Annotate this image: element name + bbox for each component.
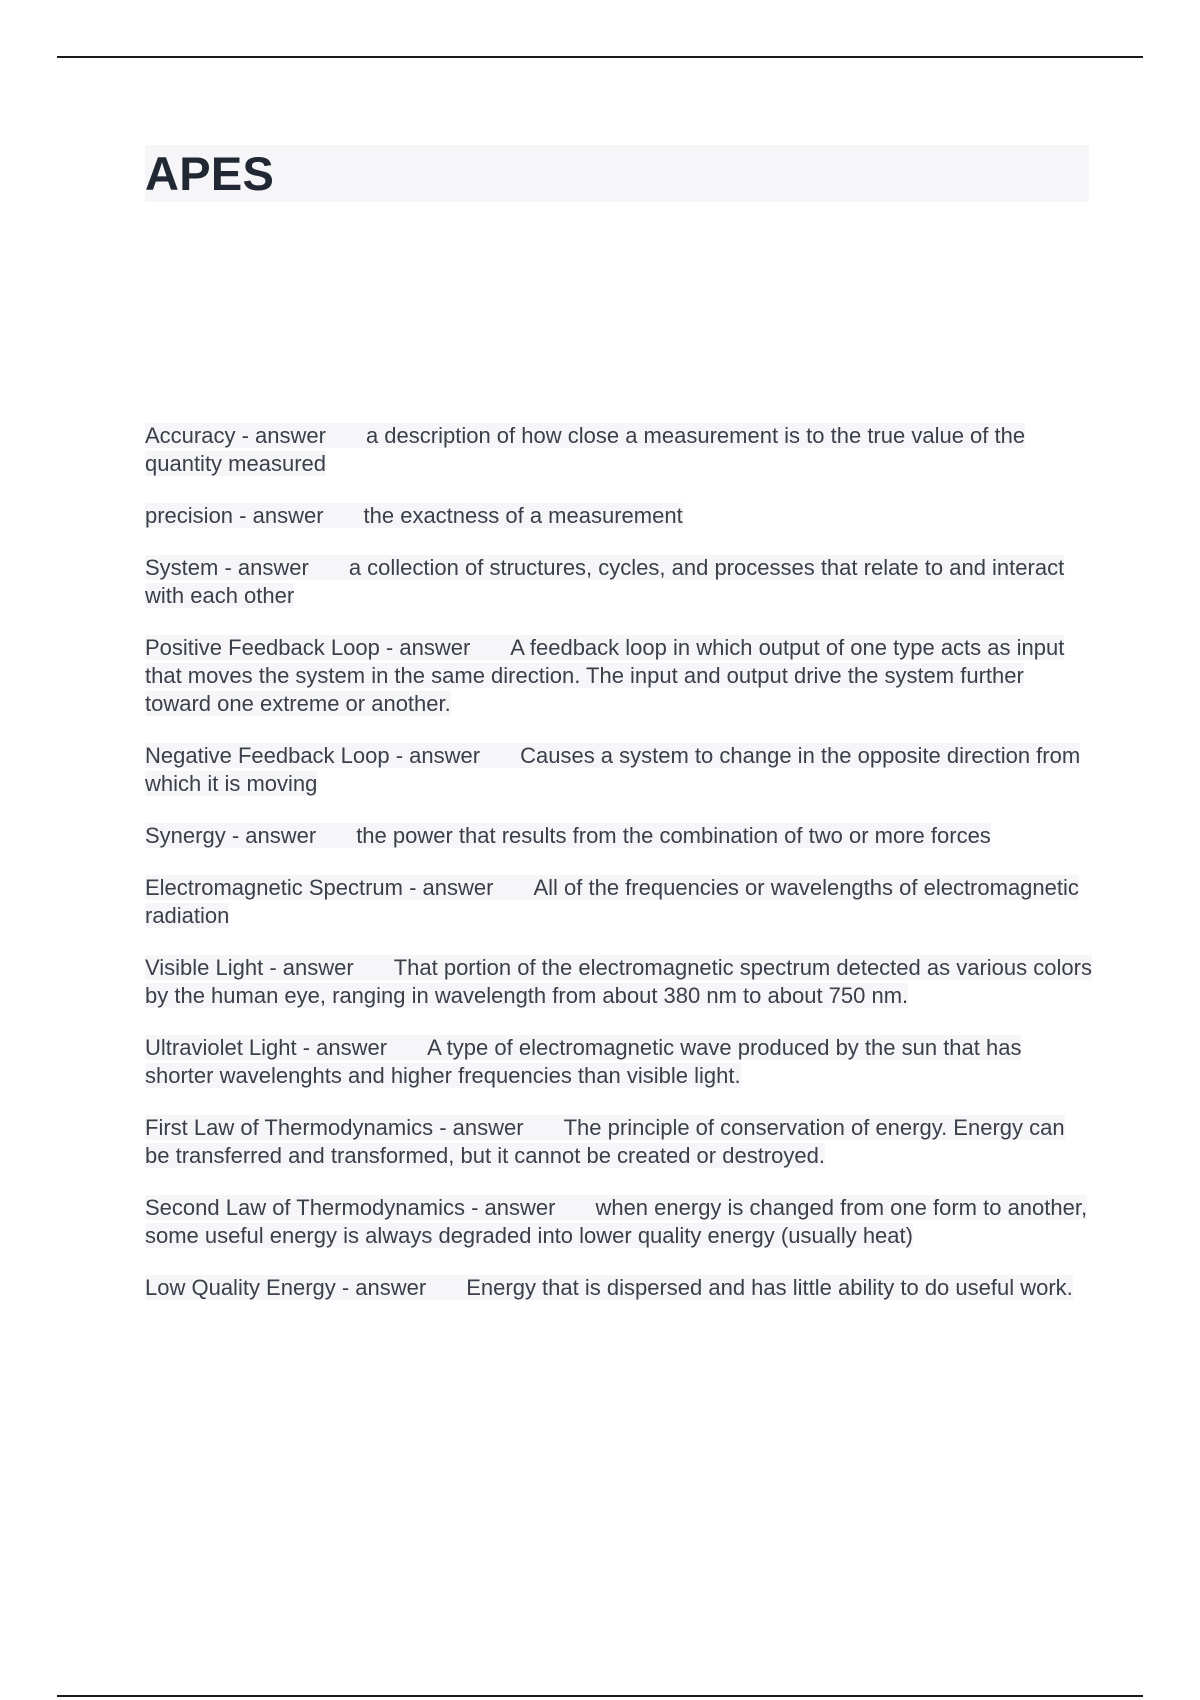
entry-term: Accuracy - answer: [145, 423, 326, 448]
list-item: [145, 742, 1095, 798]
entry-definition: That portion of the electromagnetic spectrum detected as various colors by the human eye, ranging in wavelength from about 380 nm to about 750 nm.: [145, 955, 1092, 1008]
entry-definition: Causes a system to change in the opposite direction from which it is moving: [145, 743, 1081, 796]
entry-definition: the exactness of a measurement: [363, 503, 683, 528]
list-item: [145, 1114, 1095, 1170]
entry-definition: A feedback loop in which output of one type acts as input that moves the system in the same direction. The input and output drive the system further toward one extreme or another.: [145, 635, 1065, 716]
entry-definition: Energy that is dispersed and has little ability to do useful work.: [466, 1275, 1073, 1300]
flashcard-list: [145, 422, 1095, 1326]
entry-definition: a description of how close a measurement is to the true value of the quantity measured: [145, 423, 1026, 476]
list-item: [145, 634, 1095, 718]
entry-definition: when energy is changed from one form to another, some useful energy is always degraded into lower quality energy (usually heat): [145, 1195, 1088, 1248]
entry-definition: a collection of structures, cycles, and processes that relate to and interact with each other: [145, 555, 1065, 608]
list-item: [145, 1274, 1095, 1302]
document-title: APES: [145, 147, 275, 200]
entry-definition: the power that results from the combination of two or more forces: [356, 823, 991, 848]
entry-term: Positive Feedback Loop - answer: [145, 635, 471, 660]
bottom-rule: [57, 1695, 1143, 1697]
entry-term: System - answer: [145, 555, 309, 580]
entry-term: Synergy - answer: [145, 823, 317, 848]
list-item: [145, 1194, 1095, 1250]
title-highlight: [145, 145, 1089, 202]
entry-definition: A type of electromagnetic wave produced by the sun that has shorter wavelenghts and higher frequencies than visible light.: [145, 1035, 1022, 1088]
list-item: [145, 874, 1095, 930]
entry-term: precision - answer: [145, 503, 324, 528]
entry-definition: The principle of conservation of energy. Energy can be transferred and transformed, but it cannot be created or destroyed.: [145, 1115, 1065, 1168]
top-rule: [57, 56, 1143, 58]
list-item: [145, 502, 1095, 530]
entry-term: Ultraviolet Light - answer: [145, 1035, 388, 1060]
entry-term: Low Quality Energy - answer: [145, 1275, 427, 1300]
list-item: [145, 554, 1095, 610]
list-item: [145, 1034, 1095, 1090]
entry-term: Visible Light - answer: [145, 955, 354, 980]
entry-term: Negative Feedback Loop - answer: [145, 743, 481, 768]
entry-term: First Law of Thermodynamics - answer: [145, 1115, 524, 1140]
entry-definition: All of the frequencies or wavelengths of electromagnetic radiation: [145, 875, 1079, 928]
list-item: [145, 422, 1095, 478]
entry-term: Electromagnetic Spectrum - answer: [145, 875, 494, 900]
list-item: [145, 954, 1095, 1010]
list-item: [145, 822, 1095, 850]
entry-term: Second Law of Thermodynamics - answer: [145, 1195, 556, 1220]
